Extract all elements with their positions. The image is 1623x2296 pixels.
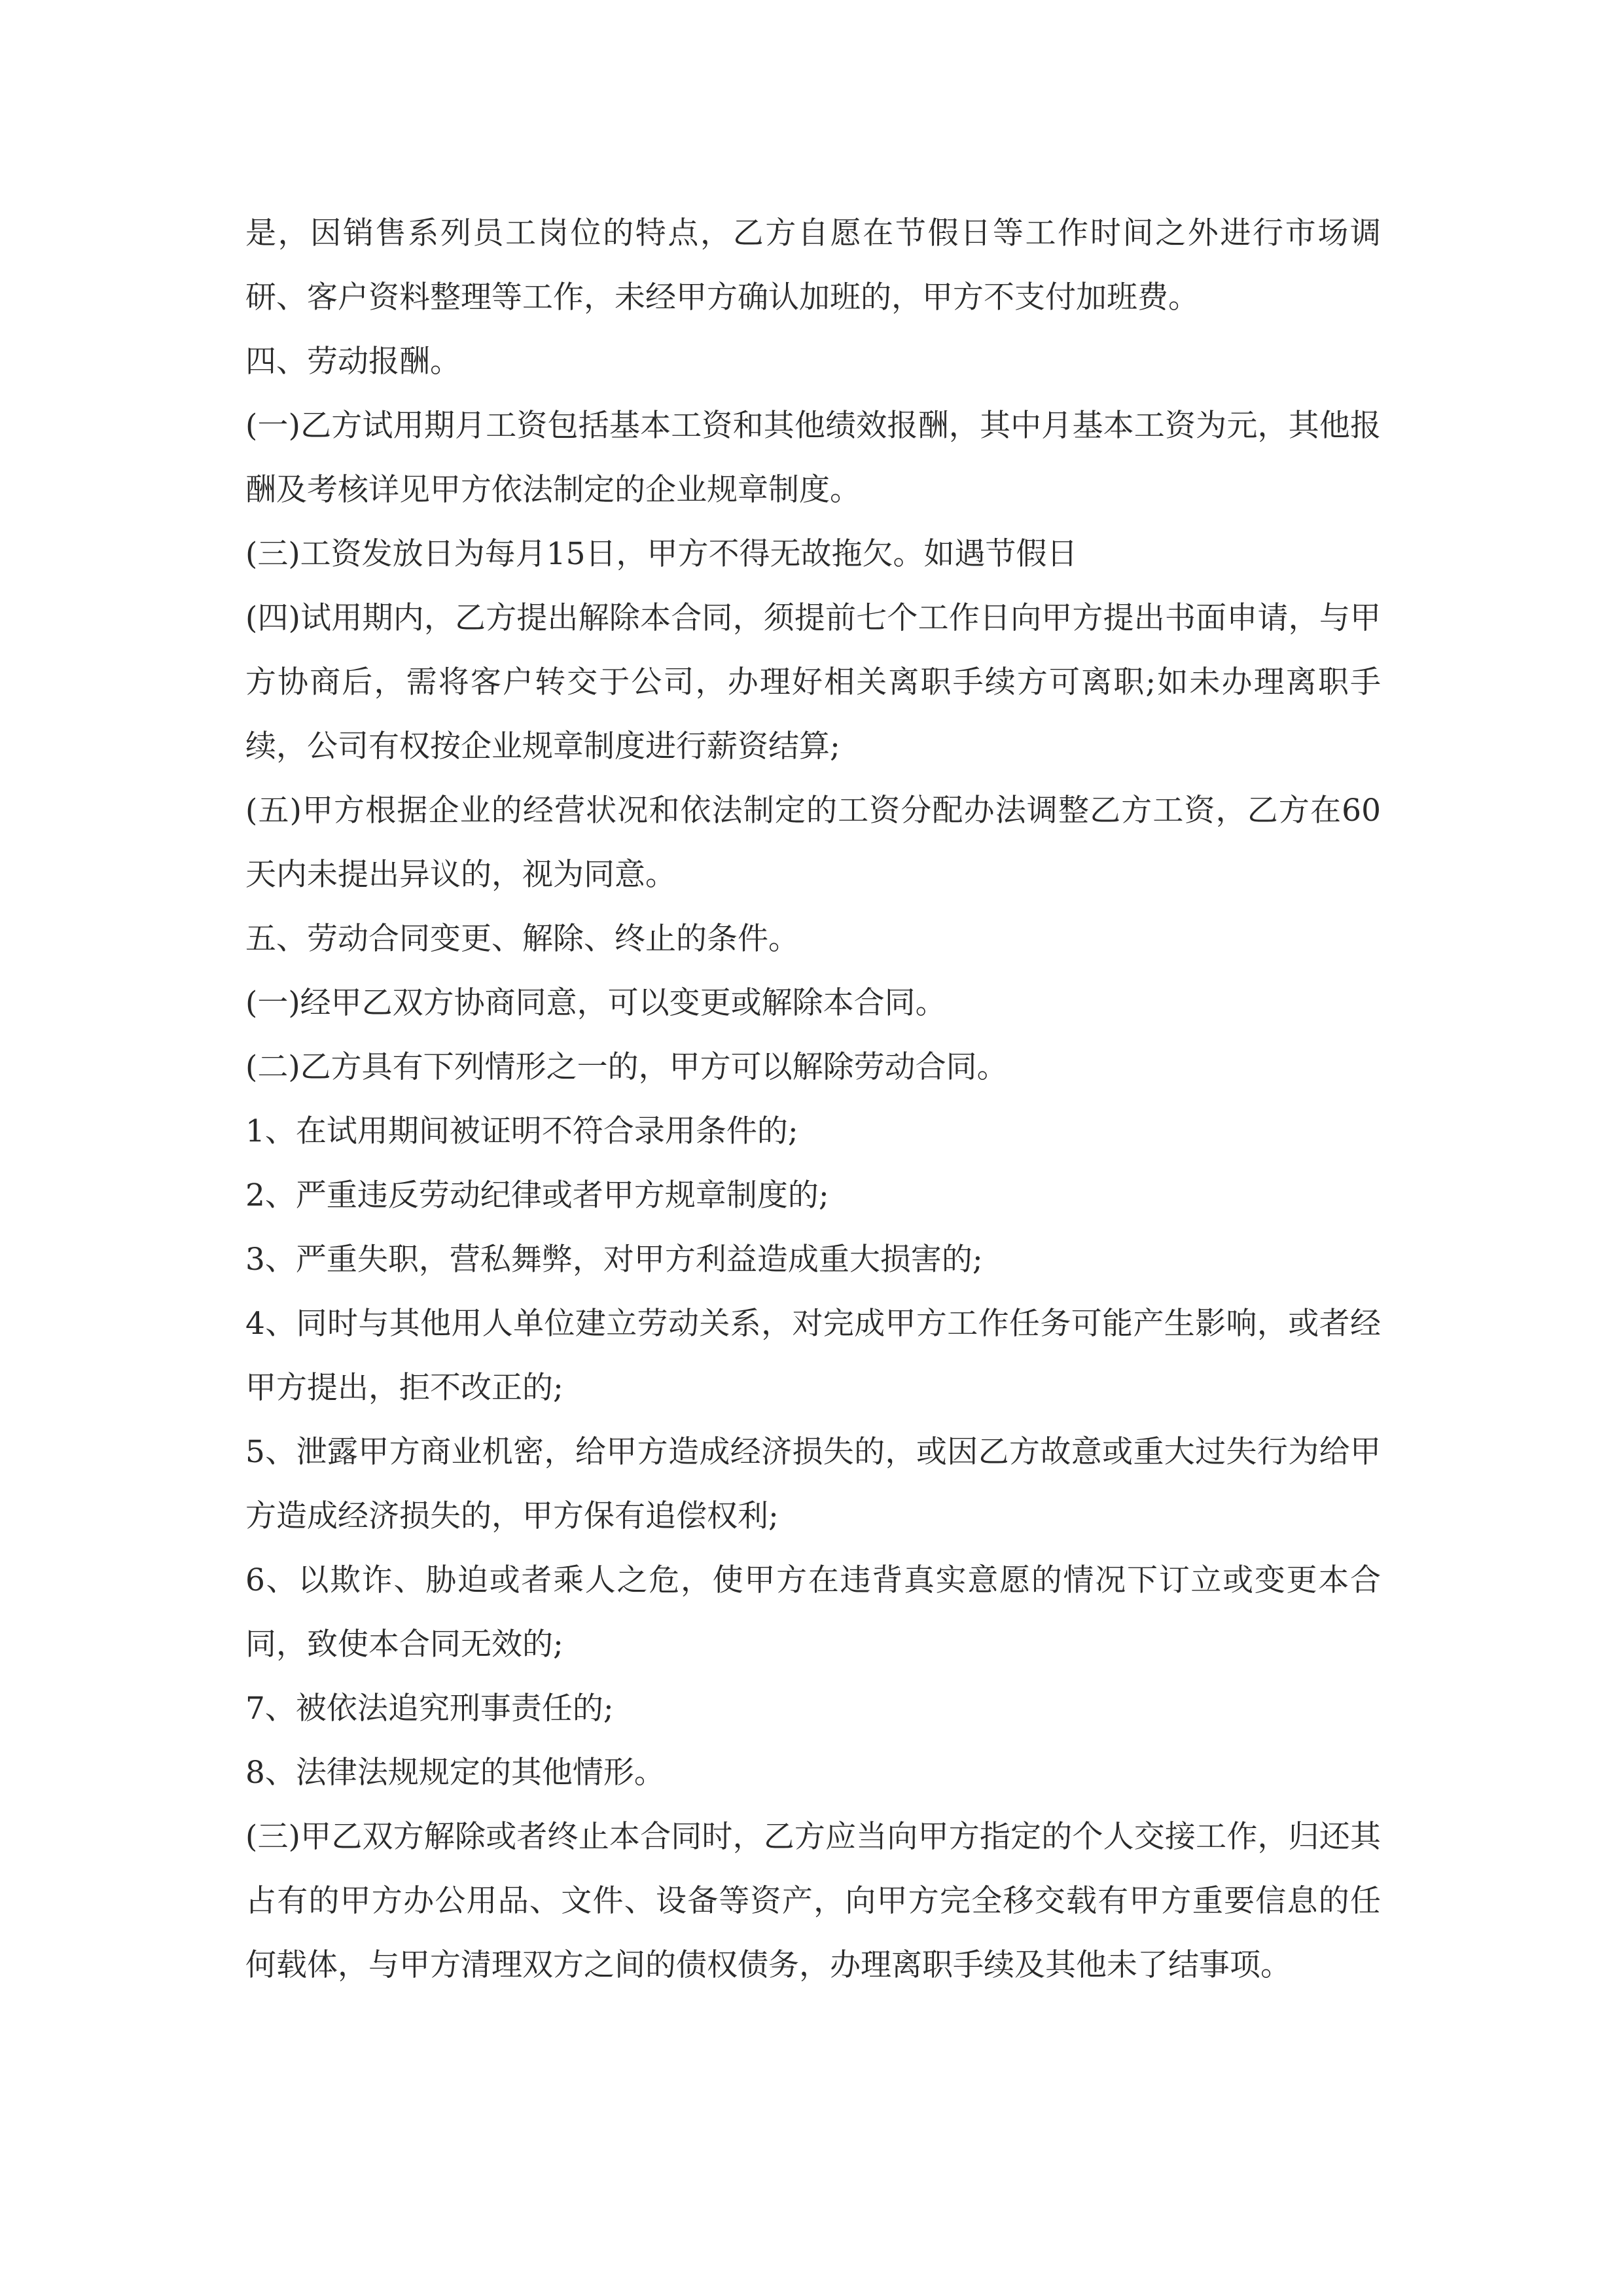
paragraph-mutual-agreement: (一)经甲乙双方协商同意，可以变更或解除本合同。 bbox=[245, 985, 946, 1021]
section-heading-remuneration: 四、劳动报酬。 bbox=[245, 344, 461, 380]
list-item-2: 2、严重违反劳动纪律或者甲方规章制度的; bbox=[245, 1177, 829, 1213]
paragraph-salary-adjustment: (五)甲方根据企业的经营状况和依法制定的工资分配办法调整乙方工资，乙方在60天内未提出异议的，视为同意。 bbox=[245, 793, 1381, 893]
paragraph-probation-salary: (一)乙方试用期月工资包括基本工资和其他绩效报酬，其中月基本工资为元，其他报酬及考核详见甲方依法制定的企业规章制度。 bbox=[245, 408, 1381, 508]
list-item-6: 6、以欺诈、胁迫或者乘人之危，使甲方在违背真实意愿的情况下订立或变更本合同，致使本合同无效的; bbox=[245, 1562, 1381, 1662]
document-body bbox=[245, 202, 1381, 1998]
list-item-7: 7、被依法追究刑事责任的; bbox=[245, 1691, 614, 1727]
paragraph-payday: (三)工资发放日为每月15日，甲方不得无故拖欠。如遇节假日 bbox=[245, 536, 1078, 572]
paragraph-probation-termination: (四)试用期内，乙方提出解除本合同，须提前七个工作日向甲方提出书面申请，与甲方协商后，需将客户转交于公司，办理好相关离职手续方可离职;如未办理离职手续，公司有权按企业规章制度进行薪资结算; bbox=[245, 600, 1381, 764]
list-item-4: 4、同时与其他用人单位建立劳动关系，对完成甲方工作任务可能产生影响，或者经甲方提出，拒不改正的; bbox=[245, 1306, 1381, 1406]
paragraph-termination-conditions: (二)乙方具有下列情形之一的，甲方可以解除劳动合同。 bbox=[245, 1049, 1008, 1085]
list-item-8: 8、法律法规规定的其他情形。 bbox=[245, 1755, 665, 1791]
paragraph-handover: (三)甲乙双方解除或者终止本合同时，乙方应当向甲方指定的个人交接工作，归还其占有的甲方办公用品、文件、设备等资产，向甲方完全移交载有甲方重要信息的任何载体，与甲方清理双方之间的债权债务，办理离职手续及其他未了结事项。 bbox=[245, 1819, 1381, 1983]
paragraph-overtime-note: 是，因销售系列员工岗位的特点，乙方自愿在节假日等工作时间之外进行市场调研、客户资料整理等工作，未经甲方确认加班的，甲方不支付加班费。 bbox=[245, 215, 1381, 315]
list-item-1: 1、在试用期间被证明不符合录用条件的; bbox=[245, 1113, 798, 1149]
list-item-3: 3、严重失职，营私舞弊，对甲方利益造成重大损害的; bbox=[245, 1242, 983, 1278]
list-item-5: 5、泄露甲方商业机密，给甲方造成经济损失的，或因乙方故意或重大过失行为给甲方造成经济损失的，甲方保有追偿权利; bbox=[245, 1434, 1381, 1534]
section-heading-contract-change: 五、劳动合同变更、解除、终止的条件。 bbox=[245, 921, 799, 957]
